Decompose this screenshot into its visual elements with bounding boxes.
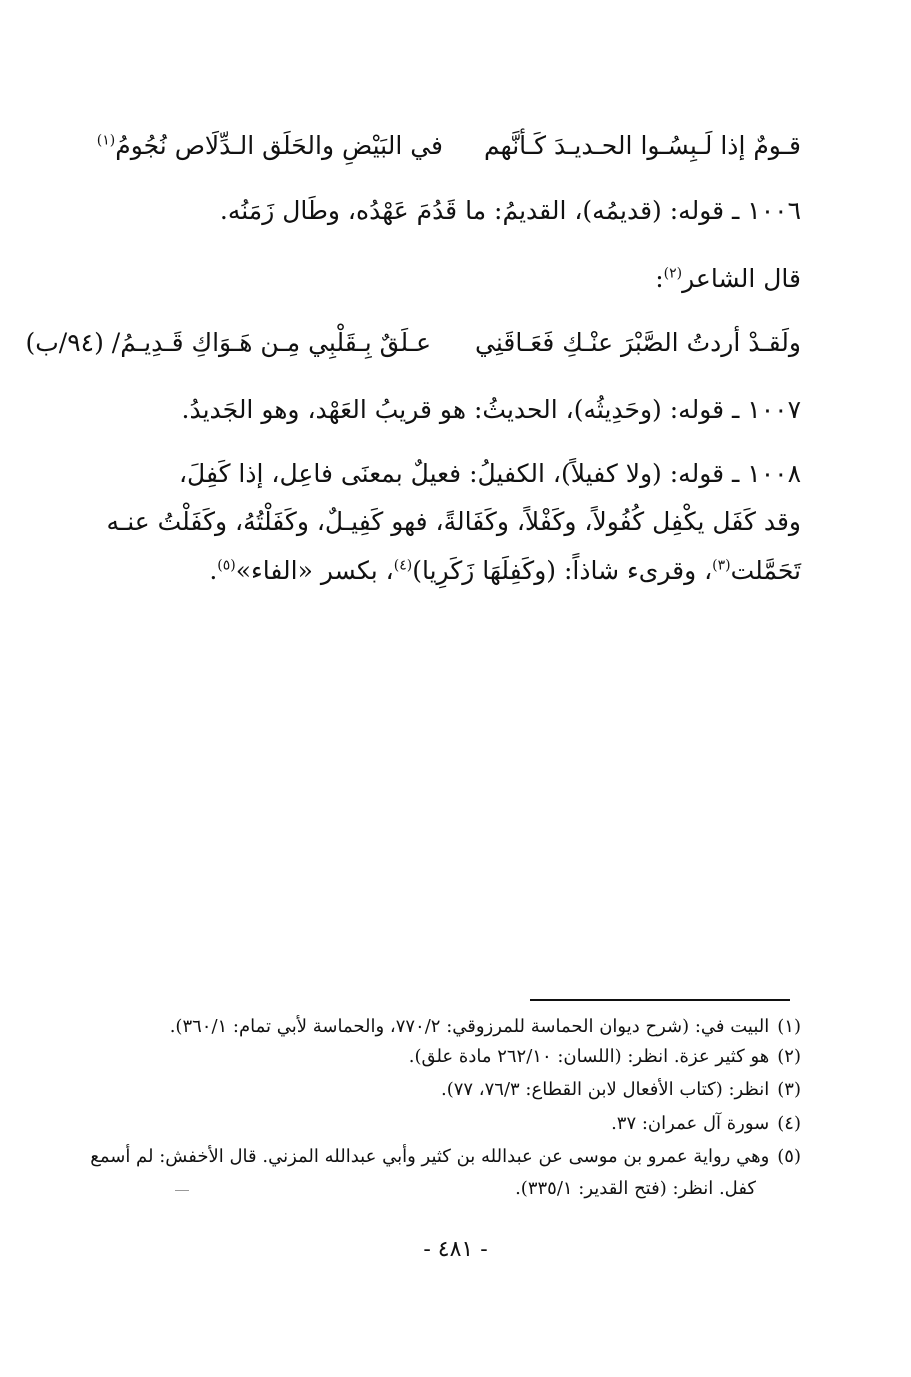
footnote-text: سورة آل عمران: ٣٧.	[611, 1113, 770, 1134]
entry-1008-part-c: ، بكسر «الفاء»	[235, 556, 394, 585]
verse-1-second-text: في البَيْضِ والحَلَق الـدِّلَاص نُجُومُ	[115, 131, 443, 160]
page-number: - ٤٨١ -	[423, 1237, 488, 1262]
entry-1008-line-1: ١٠٠٨ ـ قوله: (ولا كفيلاً)، الكفيلُ: فعيلٌ بمعنَى فاعِل، إذا كَفِلَ،	[178, 459, 801, 488]
footnote-text: البيت في: (شرح ديوان الحماسة للمرزوقي: ٧٧٠/٢، والحماسة لأبي تمام: ٣٦٠/١).	[169, 1016, 770, 1037]
verse-1-first-hemistich: قـومٌ إذا لَـبِسُـوا الحـديـدَ كَـأنَّهم	[484, 131, 801, 160]
footnote-ref-4: (٤)	[393, 557, 413, 574]
footnote-4	[611, 1111, 801, 1137]
entry-1007: ١٠٠٧ ـ قوله: (وحَدِيثُه)، الحديثُ: هو قريبُ العَهْد، وهو الجَديدُ.	[181, 395, 801, 424]
footnote-3	[441, 1077, 801, 1103]
verse-2-first-hemistich: ولَقـدْ أردتُ الصَّبْرَ عنْـكِ فَعَـاقَنِي	[475, 328, 801, 357]
footnote-number: (٥)	[777, 1146, 801, 1167]
footnote-5-continuation: كفل. انظر: (فتح القدير: ٣٣٥/١).	[515, 1178, 756, 1199]
footnote-ref-3: (٣)	[712, 557, 731, 574]
poet-intro-text: قال الشاعر	[682, 264, 801, 293]
footnote-text: انظر: (كتاب الأفعال لابن القطاع: ٧٦/٣، ٧٧).	[440, 1079, 770, 1100]
verse-2-second-hemistich	[26, 325, 432, 361]
entry-1008-end: .	[209, 556, 218, 585]
footnote-number: (١)	[777, 1016, 801, 1037]
entry-1006: ١٠٠٦ ـ قوله: (قديمُه)، القديمُ: ما قَدُمَ عَهْدُه، وطَال زَمَنُه.	[219, 196, 801, 225]
footnote-number: (٤)	[777, 1113, 801, 1134]
verse-2-second-text: عـلَقٌ بِـقَلْبِي مِـن هَـوَاكِ قَـدِيـمُ/	[111, 328, 431, 357]
footnote-5	[90, 1144, 801, 1170]
entry-1008-part-a: تَحَمَّلت	[730, 556, 801, 585]
footnote-separator	[530, 999, 790, 1001]
poet-intro	[655, 261, 801, 297]
verse-1-second-hemistich	[97, 128, 443, 164]
entry-1008-line-2: وقد كَفَل يكْفِل كُفُولاً، وكَفْلاً، وكَفَالةً، فهو كَفِيـلٌ، وكَفَلْتُهُ، وكَفَلْتُ عنـه	[106, 507, 801, 536]
footnote-text: هو كثير عزة. انظر: (اللسان: ٢٦٢/١٠ مادة علق).	[408, 1046, 770, 1067]
footnote-1	[170, 1014, 801, 1040]
verse-2	[0, 325, 911, 365]
footnote-number: (٣)	[777, 1079, 801, 1100]
folio-marker: (٩٤/ب)	[25, 328, 104, 357]
scan-mark	[175, 1190, 189, 1191]
footnote-2	[409, 1044, 801, 1070]
footnote-ref-5: (٥)	[217, 557, 236, 574]
poet-intro-colon: :	[655, 264, 664, 293]
footnote-ref-2: (٢)	[663, 265, 683, 282]
entry-1008-part-b: ، وقرىء شاذاً: (وكَفِلَهَا زَكَرِيا)	[412, 556, 713, 585]
footnote-number: (٢)	[777, 1046, 801, 1067]
footnote-ref-1: (١)	[96, 132, 116, 149]
entry-1008-line-3	[209, 553, 801, 589]
footnote-text: وهي رواية عمرو بن موسى عن عبدالله بن كثير وأبي عبدالله المزني. قال الأخفش: لم أسمع	[90, 1146, 770, 1167]
verse-1	[0, 128, 911, 168]
